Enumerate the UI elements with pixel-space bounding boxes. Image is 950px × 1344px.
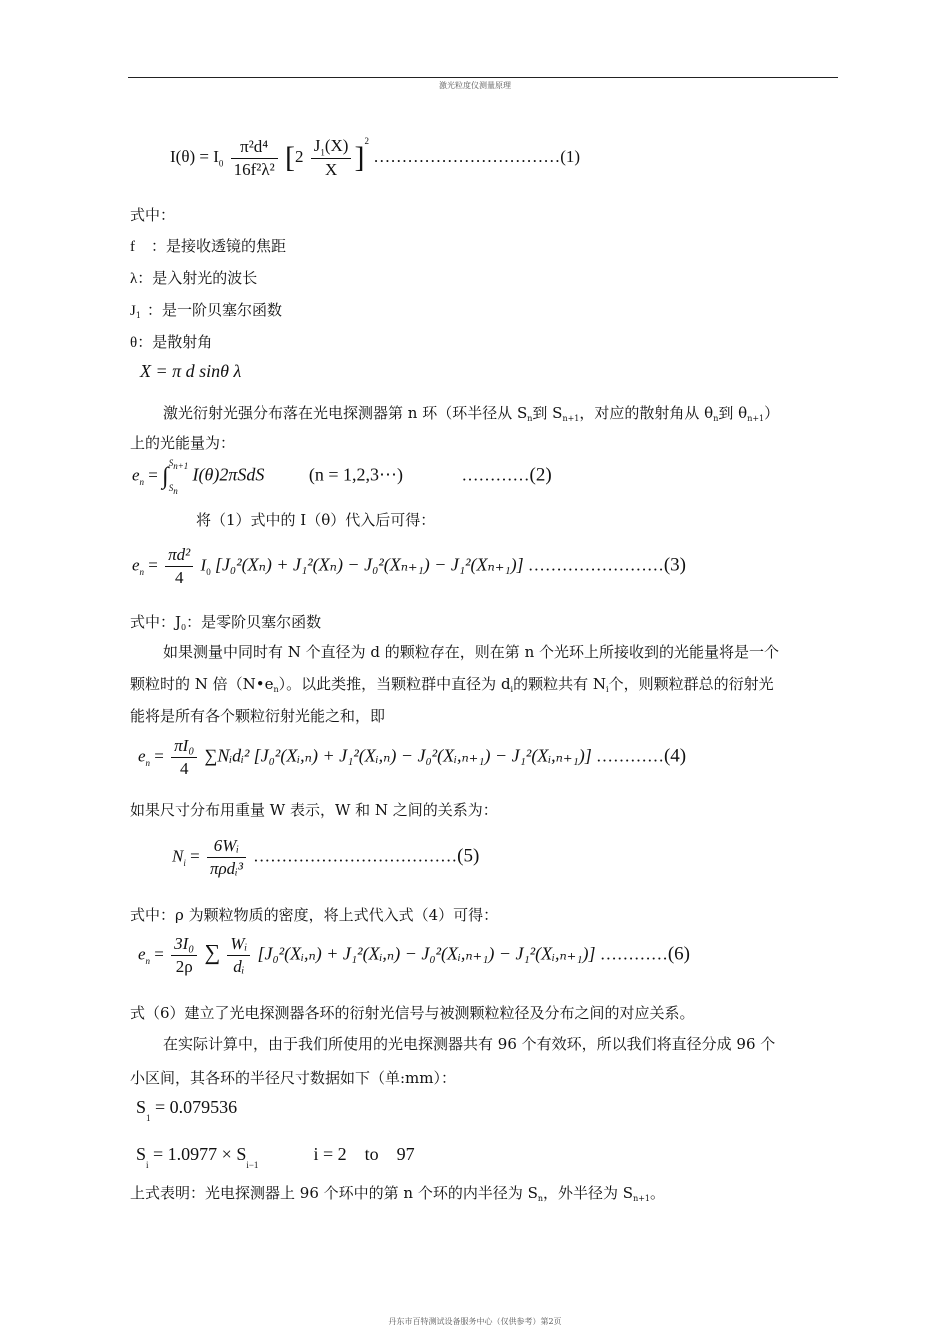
equation-1 [170, 136, 580, 180]
para1-c: ，对应的散射角从 θ [579, 404, 714, 422]
where-j0 [130, 611, 321, 639]
def-theta-text: ：是散射角 [137, 333, 213, 351]
eq4-lhs-sub: n [145, 757, 151, 768]
paragraph-3-line2: 小区间，其各环的半径尺寸数据如下（单:mm）： [130, 1069, 457, 1087]
substitution-text: 将（1）式中的 I（θ）代入后可得： [196, 511, 436, 529]
eq5-frac-den: πρdᵢ³ [209, 859, 243, 878]
def-theta [130, 331, 212, 354]
eq6-frac-den: 2ρ [175, 957, 193, 976]
integral-sign: ∫ [162, 463, 169, 490]
where-j0-b: ：是零阶贝塞尔函数 [186, 613, 322, 631]
def-f-sym: f [130, 239, 135, 255]
eq6-lhs-sub: n [145, 955, 151, 966]
eq4-frac-num: πI₀ [171, 736, 197, 758]
eq1-power: 2 [364, 136, 369, 147]
eq1-fraction [231, 137, 278, 180]
eq6-sum-fraction [227, 934, 250, 977]
def-j1-text: ：是一阶贝塞尔函数 [146, 301, 282, 319]
s1-equation [136, 1097, 237, 1123]
s1-sym: S [136, 1097, 147, 1117]
where-j0-a: 式中：J [130, 613, 182, 631]
eq3-frac-num: πd² [165, 545, 193, 567]
eq6-terms: [J₀²(Xᵢ,ₙ) + J₁²(Xᵢ,ₙ) − J₀²(Xᵢ,ₙ₊₁) − J₁²(Xᵢ,ₙ₊₁)] [257, 943, 596, 964]
eq5-label: (5) [457, 845, 480, 867]
eq2-upper-sub: n+1 [173, 460, 189, 471]
para2-l2c: 的颗粒共有 N [513, 675, 607, 693]
eq1-close-bracket: ] [354, 141, 365, 175]
def-theta-sym: θ [130, 335, 138, 351]
eq4-frac-den: 4 [179, 759, 189, 778]
eq1-j: J [313, 136, 321, 155]
para2-l2sub3: i [606, 685, 609, 694]
def-lambda-text: ：是入射光的波长 [137, 269, 258, 287]
eq3-terms: [J₀²(Xₙ) + J₁²(Xₙ) − J₀²(Xₙ₊₁) − J₁²(Xₙ₊₁)] [214, 554, 524, 575]
equation-5 [172, 836, 479, 879]
paragraph-1 [130, 399, 842, 433]
final-c: 。 [650, 1184, 666, 1202]
eq6-sum-sign: ∑ [204, 939, 221, 965]
eq3-lhs-sub: n [139, 566, 145, 577]
paragraph-2-line2 [130, 670, 842, 704]
eq1-bracket-2: 2 [294, 147, 304, 167]
eq2-label: (2) [529, 464, 552, 486]
eq2-lhs: e [132, 465, 140, 485]
eq2-dots: ………… [461, 465, 530, 485]
paragraph-2-line3: 能将是所有各个颗粒衍射光能之和，即 [130, 707, 386, 725]
final-sub1: n [537, 1194, 544, 1203]
eq3-equals: = [148, 555, 158, 575]
eq2-body: I(θ)2πSdS [192, 464, 265, 485]
si-sym: S [136, 1144, 147, 1164]
weight-text: 如果尺寸分布用重量 W 表示，W 和 N 之间的关系为： [130, 801, 498, 819]
where-title: 式中： [130, 206, 176, 224]
para2-l2a: 颗粒时的 N 倍（N•e [130, 675, 274, 693]
paragraph-1-line2: 上的光能量为： [130, 434, 236, 452]
header-rule [128, 77, 838, 78]
eq4-terms: [J₀²(Xᵢ,ₙ) + J₁²(Xᵢ,ₙ) − J₀²(Xᵢ,ₙ₊₁) − J₁²(Xᵢ,ₙ₊₁)] [253, 745, 592, 766]
eq3-lhs: e [132, 555, 140, 575]
def-lambda-sym: λ [130, 271, 138, 287]
s1-sub: 1 [146, 1113, 151, 1123]
eq1-lhs-sub: 0 [218, 158, 224, 169]
eq1-frac-den: 16f²λ² [233, 159, 275, 179]
equation-4 [138, 736, 686, 779]
para1-b: 到 S [532, 404, 563, 422]
def-lambda [130, 267, 257, 290]
si-sub: i [146, 1160, 149, 1170]
eq1-label: (1) [560, 147, 581, 167]
eq2-limits [169, 452, 189, 502]
eq1-dots: …………………………… [373, 147, 561, 167]
eq2-lower: S [168, 482, 174, 493]
eq2-upper: S [168, 458, 174, 468]
para1-sub4: n+1 [747, 414, 765, 423]
def-f [130, 235, 286, 258]
eq3-label: (3) [663, 554, 686, 576]
eq4-label: (4) [663, 745, 687, 767]
eq1-j-sub: 1 [320, 147, 325, 158]
para1-sub1: n [527, 414, 533, 423]
eq5-frac-num: 6Wᵢ [207, 836, 246, 858]
equation-6 [138, 934, 690, 977]
para2-l2b: ）。以此类推，当颗粒群中直径为 d [278, 675, 511, 693]
eq6-lhs: e [138, 944, 146, 964]
para1-e: ） [764, 404, 780, 422]
final-a: 上式表明：光电探测器上 96 个环中的第 n 个环的内半径为 S [130, 1184, 538, 1202]
para1-sub2: n+1 [562, 414, 580, 423]
para1-a: 激光衍射光强分布落在光电探测器第 n 环（环半径从 S [163, 404, 528, 422]
eq4-fraction [171, 736, 197, 779]
eq1-open-bracket: [ [284, 141, 295, 175]
page-footer: 丹东市百特测试设备服务中心（仅供参考）第2页 [388, 1317, 562, 1326]
eq6-dots: ………… [599, 944, 668, 964]
eq4-equals: = [154, 746, 164, 766]
final-sub2: n+1 [633, 1194, 651, 1203]
eq3-i0: I [200, 555, 207, 575]
eq6-equals: = [154, 944, 164, 964]
conclusion-text: 式（6）建立了光电探测器各环的衍射光信号与被测颗粒粒径及分布之间的对应关系。 [130, 1004, 695, 1022]
para2-l2sub2: i [510, 685, 514, 694]
para2-l2sub: n [273, 685, 279, 694]
final-b: ，外半径为 S [543, 1184, 634, 1202]
si-equation [136, 1144, 415, 1170]
x-definition: X = π d sinθ λ [140, 361, 242, 381]
eq5-lhs: N [172, 846, 184, 866]
def-j1-sym: J [130, 303, 136, 319]
rho-text: 式中：ρ 为颗粒物质的密度，将上式代入式（4）可得： [130, 906, 499, 924]
si-range: i = 2 to 97 [313, 1144, 415, 1164]
eq1-frac-num: π²d⁴ [231, 137, 278, 159]
paragraph-3-line1: 在实际计算中，由于我们所使用的光电探测器共有 96 个有效环，所以我们将直径分成 96 个 [163, 1035, 776, 1053]
para1-sub3: n [713, 414, 719, 423]
paragraph-2-line1: 如果测量中同时有 N 个直径为 d 的颗粒存在，则在第 n 个光环上所接收到的光能量将是一个 [163, 643, 780, 661]
eq3-dots: …………………… [527, 555, 664, 575]
s1-val: = 0.079536 [155, 1097, 238, 1117]
running-header: 激光粒度仪测量原理 [439, 81, 511, 90]
eq6-label: (6) [667, 943, 690, 965]
eq3-i0-sub: 0 [206, 566, 211, 577]
equation-3 [132, 545, 686, 588]
eq1-inner-den: X [324, 160, 338, 180]
def-j1 [130, 299, 282, 327]
eq1-x: (X) [324, 136, 349, 155]
eq2-lhs-sub: n [139, 477, 145, 488]
def-f-text: ：是接收透镜的焦距 [151, 237, 287, 255]
equation-2 [132, 452, 552, 500]
eq1-inner-num [311, 136, 352, 159]
def-j1-sub: 1 [135, 311, 141, 320]
para1-d: 到 θ [718, 404, 748, 422]
eq6-fraction [171, 934, 197, 977]
si-val: = 1.0977 × S [153, 1144, 247, 1164]
eq4-sum: ∑Nᵢdᵢ² [204, 745, 250, 766]
eq1-inner-fraction [311, 136, 352, 180]
eq1-lhs: I(θ) = I [170, 147, 219, 167]
si-sub2: i−1 [246, 1160, 259, 1170]
eq4-lhs: e [138, 746, 146, 766]
eq3-fraction [165, 545, 193, 588]
eq5-lhs-sub: i [183, 857, 186, 868]
eq4-dots: ………… [595, 746, 664, 766]
final-text [130, 1182, 665, 1210]
eq3-frac-den: 4 [174, 568, 184, 587]
eq6-frac-num: 3I₀ [171, 934, 197, 956]
eq2-equals: = [148, 465, 158, 485]
eq6-sum-num: Wᵢ [227, 934, 250, 956]
eq6-sum-den: dᵢ [233, 957, 245, 976]
eq5-equals: = [190, 846, 200, 866]
eq5-dots: ……………………………… [253, 846, 458, 866]
eq5-fraction [207, 836, 246, 879]
eq2-lower-sub: n [173, 485, 178, 496]
para2-l2d: 个，则颗粒群总的衍射光 [608, 675, 774, 693]
eq2-range: (n = 1,2,3⋯) [308, 464, 404, 485]
where-j0-sub: 0 [181, 623, 187, 632]
